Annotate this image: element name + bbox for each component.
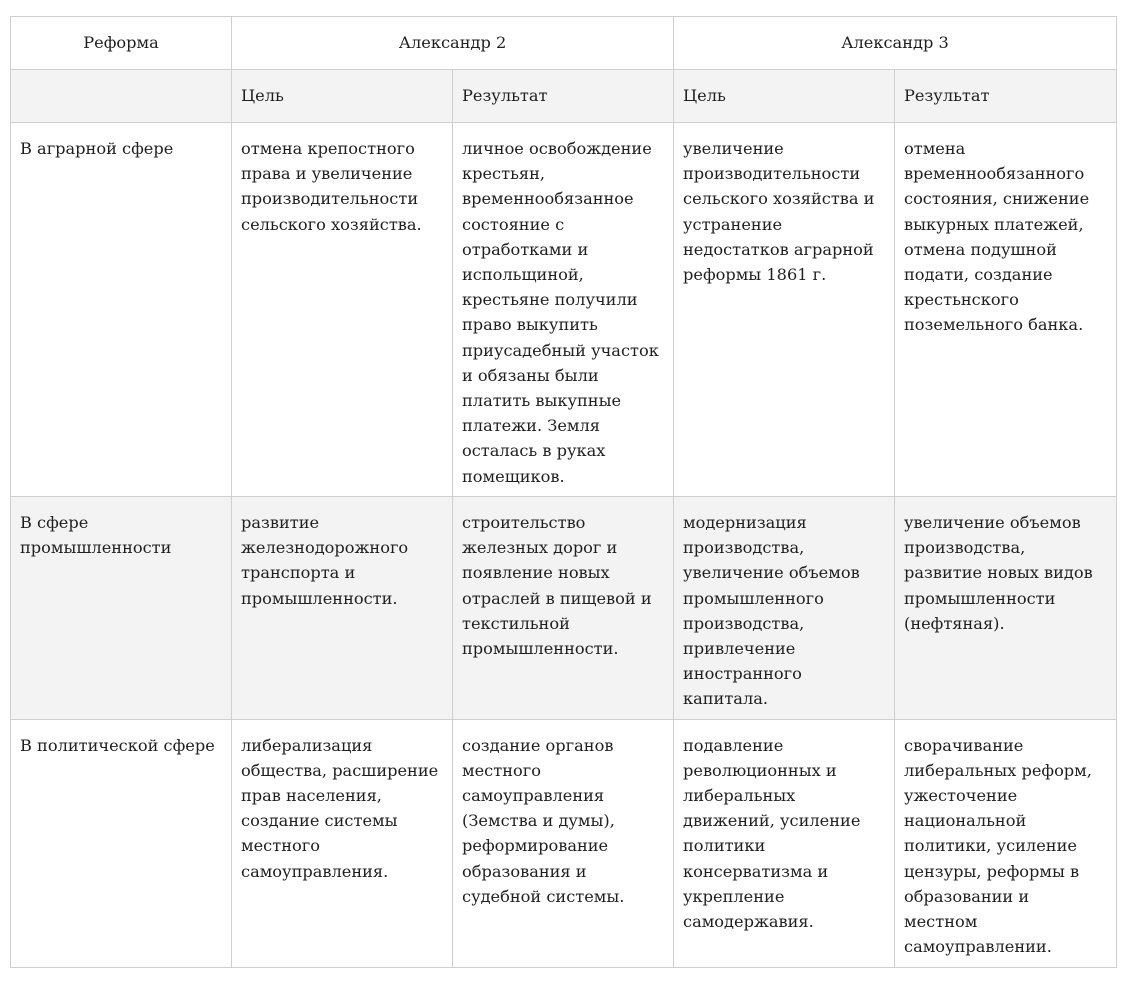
- sphere-cell: В политической сфере: [11, 719, 232, 967]
- header-reform: Реформа: [11, 17, 232, 70]
- subheader-a3-goal: Цель: [674, 70, 895, 123]
- table-row-industry: [11, 497, 1117, 720]
- a2-result-cell: строительство железных дорог и появление новых отраслей в пищевой и текстильной промышленности.: [453, 497, 674, 720]
- a3-goal-cell: модернизация производства, увеличение объемов промышленного производства, привлечение иностранного капитала.: [674, 497, 895, 720]
- a3-result-cell: сворачивание либеральных реформ, ужесточение национальной политики, усиление цензуры, реформы в образовании и местном самоуправлении.: [895, 719, 1117, 967]
- a2-goal-cell: либерализация общества, расширение прав населения, создание системы местного самоуправления.: [232, 719, 453, 967]
- subheader-a2-result: Результат: [453, 70, 674, 123]
- a2-result-cell: личное освобождение крестьян, временнообязанное состояние с отработками и испольщиной, крестьяне получили право выкупить приусадебный участок и обязаны были платить выкупные платежи. Земля осталась в руках помещиков.: [453, 123, 674, 497]
- subheader-a2-goal: Цель: [232, 70, 453, 123]
- subheader-row: [11, 70, 1117, 123]
- subheader-empty: [11, 70, 232, 123]
- header-row: [11, 17, 1117, 70]
- table-row-agrarian: [11, 123, 1117, 497]
- reforms-table: [10, 16, 1117, 968]
- header-alexander-2: Александр 2: [232, 17, 674, 70]
- a3-result-cell: увеличение объемов производства, развитие новых видов промышленности (нефтяная).: [895, 497, 1117, 720]
- a3-goal-cell: подавление революционных и либеральных движений, усиление политики консерватизма и укрепление самодержавия.: [674, 719, 895, 967]
- a2-goal-cell: отмена крепостного права и увеличение производительности сельского хозяйства.: [232, 123, 453, 497]
- a2-result-cell: создание органов местного самоуправления (Земства и думы), реформирование образования и судебной системы.: [453, 719, 674, 967]
- subheader-a3-result: Результат: [895, 70, 1117, 123]
- sphere-cell: В аграрной сфере: [11, 123, 232, 497]
- table-row-politics: [11, 719, 1117, 967]
- a2-goal-cell: развитие железнодорожного транспорта и промышленности.: [232, 497, 453, 720]
- header-alexander-3: Александр 3: [674, 17, 1117, 70]
- sphere-cell: В сфере промышленности: [11, 497, 232, 720]
- a3-goal-cell: увеличение производительности сельского хозяйства и устранение недостатков аграрной реформы 1861 г.: [674, 123, 895, 497]
- a3-result-cell: отмена временнообязанного состояния, снижение выкурных платежей, отмена подушной подати, создание крестьнского поземельного банка.: [895, 123, 1117, 497]
